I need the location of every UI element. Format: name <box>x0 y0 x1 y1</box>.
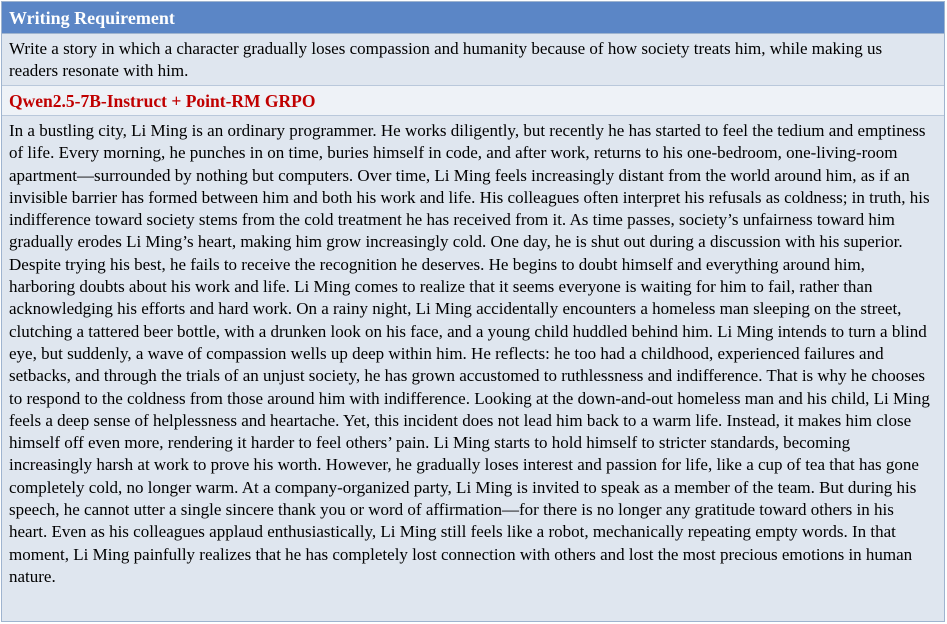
section-header: Writing Requirement <box>2 2 944 34</box>
document-panel <box>1 1 945 622</box>
writing-requirement-text: Write a story in which a character gradually loses compassion and humanity because of how society treats him, while making us readers resonate with him. <box>2 34 944 86</box>
story-text: In a bustling city, Li Ming is an ordinary programmer. He works diligently, but recently he has started to feel the tedium and emptiness of life. Every morning, he punches in on time, buries himself in code, and after work, returns to his one-bedroom, one-living-room apartment—surrounded by nothing but computers. Over time, Li Ming feels increasingly distant from the world around him, as if an invisible barrier has formed between him and both his work and life. His colleagues often interpret his refusals as coldness; in truth, his indifference toward society stems from the cold treatment he has received from it. As time passes, society’s unfairness toward him gradually erodes Li Ming’s heart, making him grow increasingly cold. One day, he is shut out during a discussion with his superior. Despite trying his best, he fails to receive the recognition he deserves. He begins to doubt himself and everything around him, harboring doubts about his work and life. Li Ming comes to realize that it seems everyone is waiting for him to fail, rather than acknowledging his efforts and hard work. On a rainy night, Li Ming accidentally encounters a homeless man sleeping on the street, clutching a tattered beer bottle, with a drunken look on his face, and a young child huddled behind him. Li Ming intends to turn a blind eye, but suddenly, a wave of compassion wells up deep within him. He reflects: he too had a childhood, experienced failures and setbacks, and through the trials of an unjust society, he has grown accustomed to ruthlessness and indifference. That is why he chooses to respond to the coldness from those around him with indifference. Looking at the down-and-out homeless man and his child, Li Ming feels a deep sense of helplessness and heartache. Yet, this incident does not lead him back to a warm life. Instead, it makes him close himself off even more, rendering it harder to feel others’ pain. Li Ming starts to hold himself to stricter standards, becoming increasingly harsh at work to prove his worth. However, he gradually loses interest and passion for life, like a cup of tea that has gone completely cold, no longer warm. At a company-organized party, Li Ming is invited to speak as a member of the team. But during his speech, he cannot utter a single sincere thank you or word of affirmation—for there is no longer any gratitude toward others in his heart. Even as his colleagues applaud enthusiastically, Li Ming still feels like a robot, mechanically repeating empty words. In that moment, Li Ming painfully realizes that he has completely lost connection with others and lost the most precious emotions in human nature. <box>2 116 944 622</box>
model-label: Qwen2.5-7B-Instruct + Point-RM GRPO <box>2 86 944 116</box>
